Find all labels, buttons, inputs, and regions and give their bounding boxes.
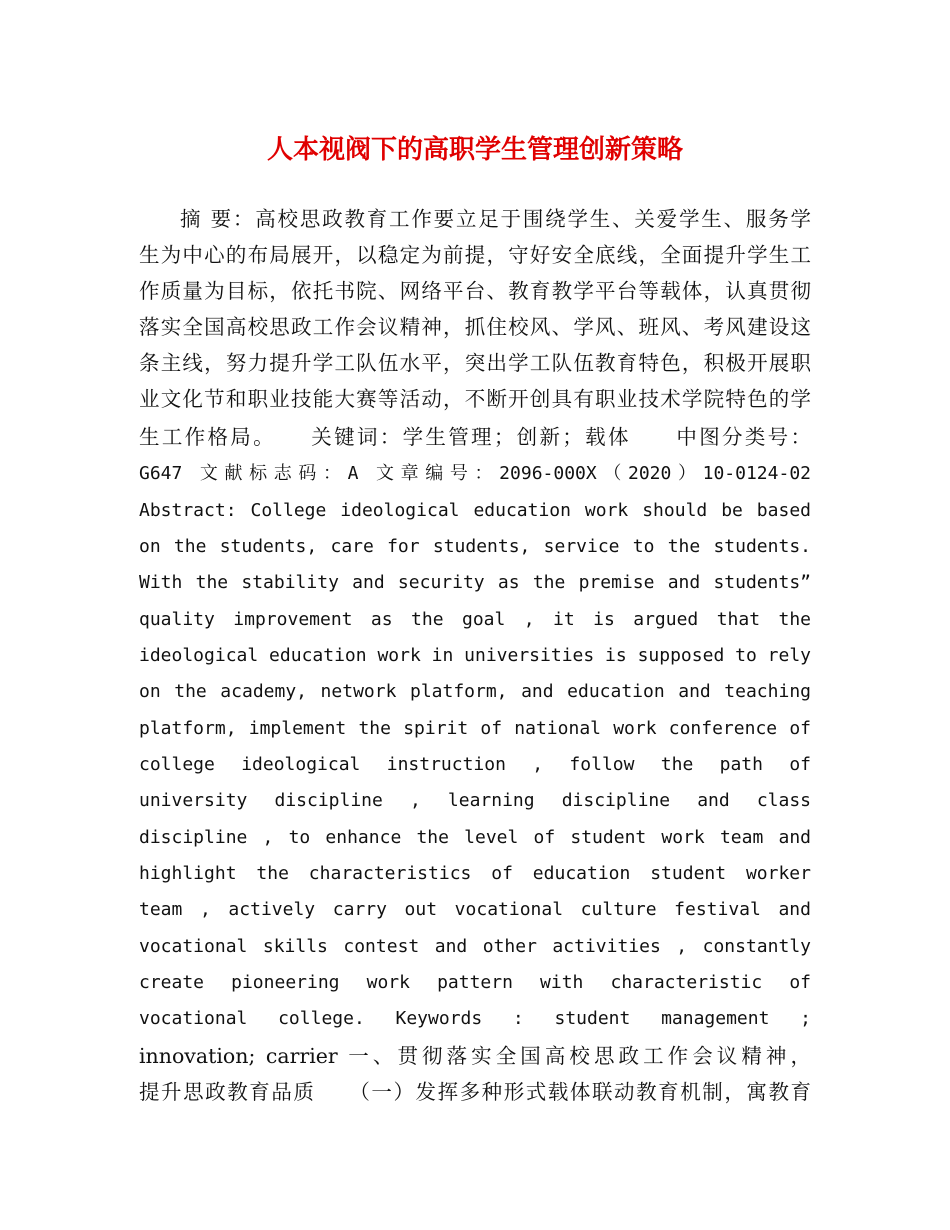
text-line: university discipline , learning discipline and class (139, 790, 811, 811)
text-line: team , actively carry out vocational culture festival and (139, 899, 811, 920)
text-line: With the stability and security as the premise and students” (139, 572, 811, 593)
text-line: discipline , to enhance the level of student work team and (139, 827, 811, 848)
text-line: 作质量为目标，依托书院、网络平台、教育教学平台等载体，认真贯彻 (139, 279, 811, 303)
text-line: college ideological instruction , follow the path of (139, 754, 811, 775)
text-line: vocational skills contest and other activities , constantly (139, 936, 811, 957)
text-line: 生工作格局。 关键词：学生管理；创新；载体 中图分类号： (139, 425, 811, 449)
text-line: create pioneering work pattern with characteristic of (139, 972, 811, 993)
text-line: 提升思政教育品质 （一）发挥多种形式载体联动教育机制，寓教育 (139, 1080, 811, 1104)
text-line: vocational college. Keywords : student management ; (139, 1008, 811, 1029)
document-title: 人本视阀下的高职学生管理创新策略 (266, 135, 683, 165)
text-line: ideological education work in universities is supposed to rely (139, 645, 811, 666)
text-line: platform, implement the spirit of national work conference of (139, 718, 811, 739)
text-line: 摘 要：高校思政教育工作要立足于围绕学生、关爱学生、服务学 (180, 207, 811, 231)
text-line: 生为中心的布局展开，以稳定为前提，守好安全底线，全面提升学生工 (139, 243, 811, 267)
text-line: innovation; carrier 一、贯彻落实全国高校思政工作会议精神， (139, 1044, 811, 1068)
text-line: G647 文献标志码：A 文章编号：2096-000X（2020）10-0124-02 (139, 463, 811, 484)
text-line: on the students, care for students, service to the students. (139, 536, 811, 557)
text-line: highlight the characteristics of education student worker (139, 863, 811, 884)
text-line: 落实全国高校思政工作会议精神，抓住校风、学风、班风、考风建设这 (139, 315, 811, 339)
text-line: 条主线，努力提升学工队伍水平，突出学工队伍教育特色，积极开展职 (139, 351, 811, 375)
text-line: 业文化节和职业技能大赛等活动，不断开创具有职业技术学院特色的学 (139, 387, 811, 411)
text-line: quality improvement as the goal , it is argued that the (139, 609, 811, 630)
text-line: Abstract: College ideological education work should be based (139, 500, 811, 521)
text-line: on the academy, network platform, and education and teaching (139, 681, 811, 702)
